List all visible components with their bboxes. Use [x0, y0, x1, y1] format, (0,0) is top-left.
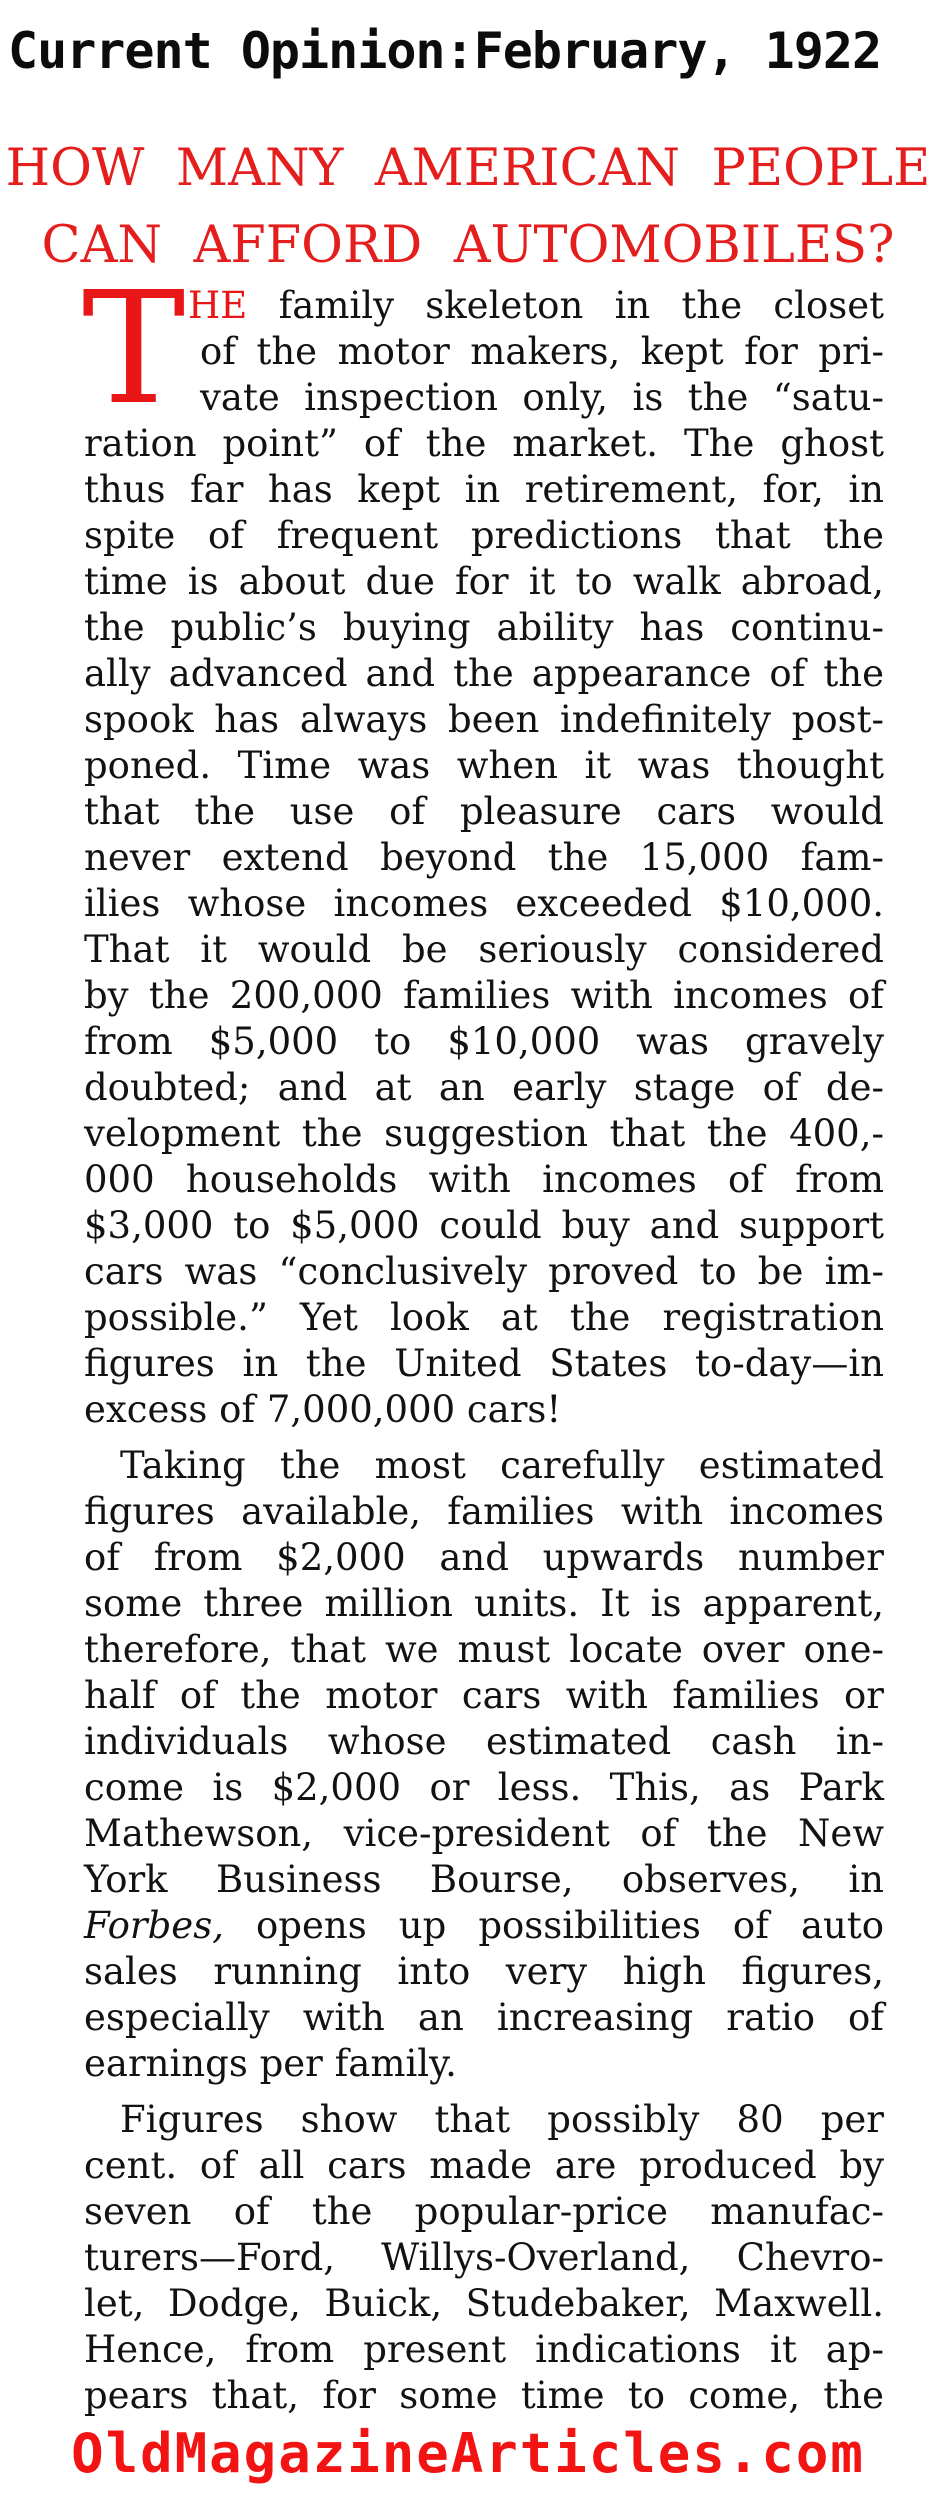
text-line: ilies whose incomes exceeded $10,000. [84, 882, 884, 925]
paragraph [84, 283, 884, 1433]
text-line: velopment the suggestion that the 400,- [84, 1112, 884, 1155]
text-line: seven of the popular-price manufac- [84, 2190, 884, 2233]
text-line: Mathewson, vice-president of the New [84, 1812, 884, 1855]
text-line: some three million units. It is apparent, [84, 1582, 884, 1625]
text-line: vate inspection only, is the “satu- [200, 376, 884, 419]
text-line: that the use of pleasure cars would [84, 790, 884, 833]
text-line: especially with an increasing ratio of [84, 1996, 884, 2039]
text-line: $3,000 to $5,000 could buy and support [84, 1204, 884, 1247]
text-line: ally advanced and the appearance of the [84, 652, 884, 695]
text-line: cars was “conclusively proved to be im- [84, 1250, 884, 1293]
text-line: turers—Ford, Willys-Overland, Chevro- [84, 2236, 884, 2279]
text-line: Figures show that possibly 80 per [120, 2098, 884, 2141]
text-line: pears that, for some time to come, the [84, 2374, 884, 2417]
text-line: thus far has kept in retirement, for, in [84, 468, 884, 511]
paragraph [84, 1443, 884, 2087]
text-line: earnings per family. [84, 2042, 457, 2085]
text-line: cent. of all cars made are produced by [84, 2144, 884, 2187]
article-body [82, 258, 884, 2429]
text-line: York Business Bourse, observes, in [84, 1858, 884, 1901]
text-line: That it would be seriously considered [84, 928, 884, 971]
text-line: therefore, that we must locate over one- [84, 1628, 884, 1671]
text-line: from $5,000 to $10,000 was gravely [84, 1020, 884, 1063]
drop-cap-letter: T [82, 258, 186, 439]
text-line: Taking the most carefully estimated [120, 1444, 884, 1487]
text-line: half of the motor cars with families or [84, 1674, 884, 1717]
text-line: Hence, from present indications it ap- [84, 2328, 884, 2371]
watermark-oldmagazinearticles: OldMagazineArticles.com [71, 2422, 865, 2485]
italic-text: Forbes, [84, 1904, 224, 1947]
text-line [84, 283, 884, 329]
paragraph [84, 2097, 884, 2419]
text-line: of from $2,000 and upwards number [84, 1536, 884, 1579]
text-line: possible.” Yet look at the registration [84, 1296, 884, 1339]
text-line: figures available, families with incomes [84, 1490, 884, 1533]
text-line: excess of 7,000,000 cars! [84, 1388, 562, 1431]
text-line: the public’s buying ability has continu- [84, 606, 884, 649]
text-line: individuals whose estimated cash in- [84, 1720, 884, 1763]
headline-line-1: HOW MANY AMERICAN PEOPLE [5, 139, 931, 198]
text-line: never extend beyond the 15,000 fam- [84, 836, 884, 879]
text-line: by the 200,000 families with incomes of [84, 974, 884, 1017]
text-line: come is $2,000 or less. This, as Park [84, 1766, 884, 1809]
masthead-title: Current Opinion:February, 1922 [8, 22, 882, 80]
text-line: spook has always been indefinitely post- [84, 698, 884, 741]
text-line: ration point” of the market. The ghost [84, 422, 884, 465]
text-segment: family skeleton in the closet [247, 284, 884, 327]
text-line: poned. Time was when it was thought [84, 744, 884, 787]
text-line: sales running into very high figures, [84, 1950, 884, 1993]
text-line: let, Dodge, Buick, Studebaker, Maxwell. [84, 2282, 884, 2325]
text-line: doubted; and at an early stage of de- [84, 1066, 884, 1109]
red-initial-letters: HE [188, 284, 248, 327]
text-line: spite of frequent predictions that the [84, 514, 884, 557]
text-line: 000 households with incomes of from [84, 1158, 884, 1201]
text-line: time is about due for it to walk abroad, [84, 560, 884, 603]
text-line [84, 1903, 884, 1949]
text-line: figures in the United States to-day—in [84, 1342, 884, 1385]
text-segment: opens up possibilities of auto [223, 1904, 884, 1947]
text-line: of the motor makers, kept for pri- [200, 330, 884, 373]
headline-line-2: CAN AFFORD AUTOMOBILES? [41, 216, 895, 275]
